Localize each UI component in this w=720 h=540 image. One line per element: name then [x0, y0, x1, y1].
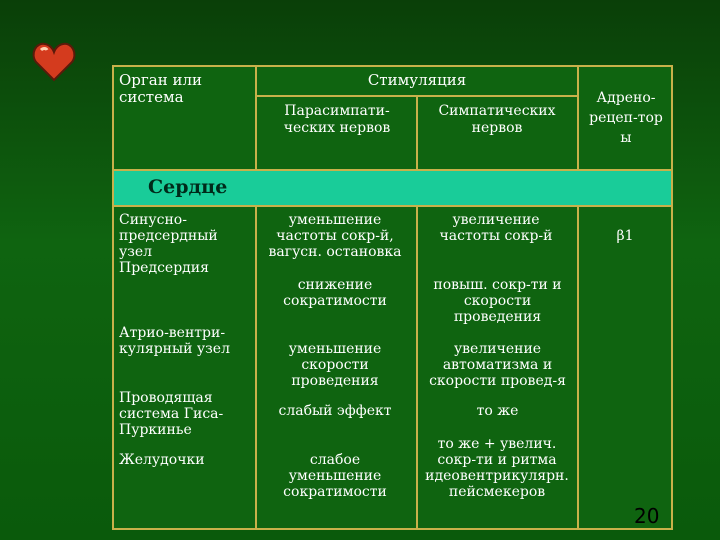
organ-conduction: Проводящая система Гиса-Пуркинье [119, 390, 224, 438]
col-divider-3-header [577, 65, 579, 170]
symp-atria: повыш. сокр-ти и скорости проведения [433, 277, 562, 325]
symp-conduction: то же [476, 403, 519, 419]
header-parasympathetic: Парасимпати-ческих нервов [283, 103, 391, 136]
symp-ventricles: то же + увелич. сокр-ти и ритма идеовентрикулярн. пейсмекеров [425, 436, 569, 500]
col-divider-2-header [416, 95, 418, 170]
organ-sa-node: Синусно-предсердный узел [119, 212, 218, 260]
section-top-line [112, 169, 673, 171]
section-title: Сердце [148, 176, 228, 198]
heart-icon [32, 40, 76, 84]
col-divider-1-body [255, 205, 257, 530]
table-border-top [112, 65, 673, 67]
organ-ventricles: Желудочки [119, 452, 205, 468]
col-divider-3-body [577, 205, 579, 530]
receptor-sa-node: β1 [616, 228, 634, 244]
symp-sa-node: увеличение частоты сокр-й [439, 212, 553, 244]
header-organ: Орган или система [119, 71, 202, 106]
symp-av-node: увеличение автоматизма и скорости провед-я [429, 341, 566, 389]
para-conduction: слабый эффект [278, 403, 392, 419]
section-bottom-line [112, 205, 673, 207]
para-ventricles: слабое уменьшение сократимости [283, 452, 387, 500]
table-border-right [671, 65, 673, 530]
page-number: 20 [634, 504, 660, 528]
header-adrenoreceptors: Адрено-рецеп-тор ы [589, 90, 663, 146]
organ-av-node: Атрио-вентри-кулярный узел [119, 325, 230, 357]
table-border-left [112, 65, 114, 530]
para-sa-node: уменьшение частоты сокр-й, вагусн. остановка [268, 212, 402, 260]
header-stimulation: Стимуляция [367, 71, 467, 89]
header-sympathetic: Симпатических нервов [438, 103, 556, 136]
para-av-node: уменьшение скорости проведения [288, 341, 382, 389]
table-border-bottom [112, 528, 673, 530]
para-atria: снижение сократимости [283, 277, 387, 309]
organ-atria: Предсердия [119, 260, 209, 276]
